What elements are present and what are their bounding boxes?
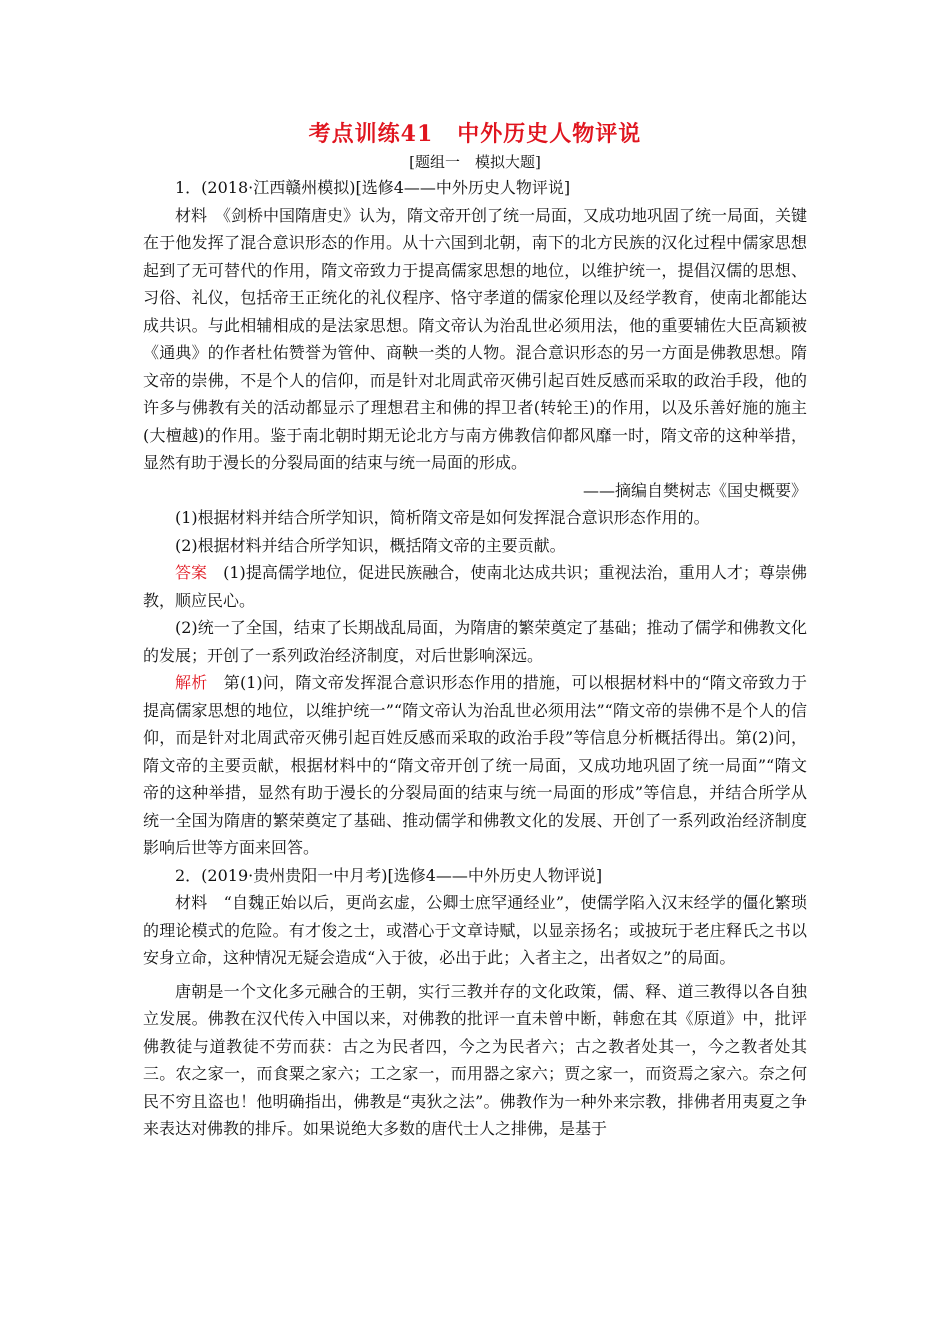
answer-text-1: (1)提高儒学地位，促进民族融合，使南北达成共识；重视法治，重用人才；尊崇佛教，顺应民心。	[143, 563, 807, 610]
question-1-source: ——摘编自樊树志《国史概要》	[582, 480, 807, 500]
question-1-material: 材料 《剑桥中国隋唐史》认为，隋文帝开创了统一局面，又成功地巩固了统一局面，关键在于他发挥了混合意识形态的作用。从十六国到北朝，南下的北方民族的汉化过程中儒家思想起到了无可替代的作用，隋文帝致力于提高儒家思想的地位，以维护统一，提倡汉儒的思想、习俗、礼仪，包括帝王正统化的礼仪程序、恪守孝道的儒家伦理以及经学教育，使南北都能达成共识。与此相辅相成的是法家思想。隋文帝认为治乱世必须用法，他的重要辅佐大臣高颖被《通典》的作者杜佑赞誉为管仲、商鞅一类的人物。混合意识形态的另一方面是佛教思想。隋文帝的崇佛，不是个人的信仰，而是针对北周武帝灭佛引起百姓反感而采取的政治手段，他的许多与佛教有关的活动都显示了理想君主和佛的捍卫者(转轮王)的作用，以及乐善好施的施主(大檀越)的作用。鉴于南北朝时期无论北方与南方佛教信仰都风靡一时，隋文帝的这种举措，显然有助于漫长的分裂局面的结束与统一局面的形成。	[143, 205, 808, 472]
question-1-sub-2: (2)根据材料并结合所学知识，概括隋文帝的主要贡献。	[175, 535, 566, 555]
answer-label: 答案	[175, 563, 208, 582]
question-1-answer	[143, 559, 807, 614]
group-heading: [题组一 模拟大题]	[409, 153, 541, 171]
page-title	[143, 118, 807, 150]
analysis-label: 解析	[175, 673, 208, 692]
question-1-analysis	[143, 669, 807, 862]
question-2-material-2: 唐朝是一个文化多元融合的王朝，实行三教并存的文化政策，儒、释、道三教得以各自独立发展。佛教在汉代传入中国以来，对佛教的批评一直未曾中断，韩愈在其《原道》中，批评佛教徒与道教徒不劳而获：古之为民者四，今之为民者六；古之教者处其一，今之教者处其三。农之家一，而食粟之家六；工之家一，而用器之家六；贾之家一，而资焉之家六。奈之何民不穷且盗也！他明确指出，佛教是“夷狄之法”。佛教作为一种外来宗教，排佛者用夷夏之争来表达对佛教的排斥。如果说绝大多数的唐代士人之排佛，是基于	[143, 981, 807, 1138]
question-2-heading: 2．(2019·贵州贵阳一中月考)[选修4——中外历史人物评说]	[175, 865, 603, 885]
question-1-heading: 1．(2018·江西赣州模拟)[选修4——中外历史人物评说]	[175, 178, 571, 197]
title-topic: 中外历史人物评说	[457, 121, 642, 147]
document-page	[143, 118, 807, 1143]
question-1-sub-1: (1)根据材料并结合所学知识，简析隋文帝是如何发挥混合意识形态作用的。	[175, 508, 710, 527]
answer-text-2: (2)统一了全国，结束了长期战乱局面，为隋唐的繁荣奠定了基础；推动了儒学和佛教文化的发展；开创了一系列政治经济制度，对后世影响深远。	[143, 618, 807, 665]
title-number: 考点训练41	[308, 121, 434, 147]
question-2-material-1: 材料 “自魏正始以后，更尚玄虚，公卿士庶罕通经业”，使儒学陷入汉末经学的僵化繁琐的理论模式的危险。有才俊之士，或潜心于文章诗赋，以显亲扬名；或披玩于老庄释氏之书以安身立命，这种情况无疑会造成“入于彼，必出于此；入者主之，出者奴之”的局面。	[143, 893, 807, 967]
analysis-text: 第(1)问，隋文帝发挥混合意识形态作用的措施，可以根据材料中的“隋文帝致力于提高儒家思想的地位，以维护统一”“隋文帝认为治乱世必须用法”“隋文帝的崇佛不是个人的信仰，而是针对北周武帝灭佛引起百姓反感而采取的政治手段”等信息分析概括得出。第(2)问，隋文帝的主要贡献，根据材料中的“隋文帝开创了统一局面，又成功地巩固了统一局面”“隋文帝的这种举措，显然有助于漫长的分裂局面的结束与统一局面的形成”等信息，并结合所学从统一全国为隋唐的繁荣奠定了基础、推动儒学和佛教文化的发展、开创了一系列政治经济制度影响后世等方面来回答。	[143, 673, 807, 857]
